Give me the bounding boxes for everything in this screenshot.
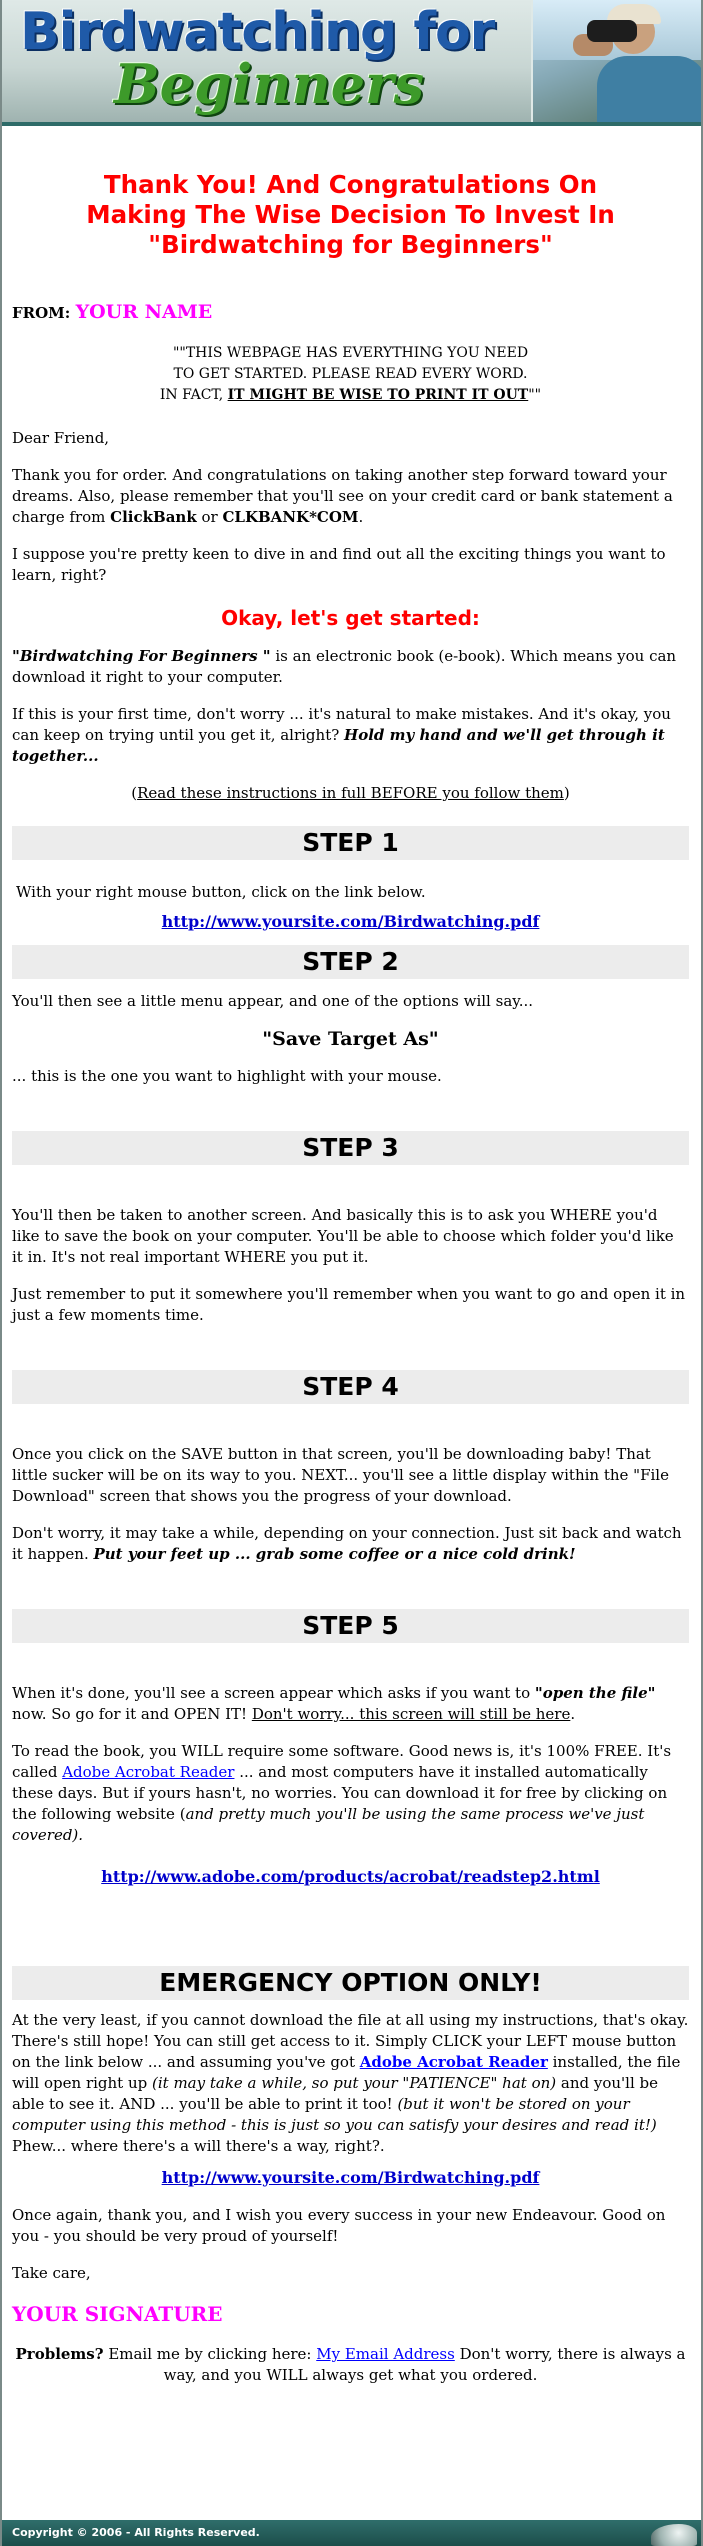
- intro-paragraph-3: [12, 646, 689, 688]
- step-3-text-b: Just remember to put it somewhere you'll remember when you want to go and open it in just a few moments time.: [12, 1285, 686, 1324]
- emergency-link-row: [12, 2167, 689, 2189]
- lets-get-started-heading: Okay, let's get started:: [221, 606, 480, 630]
- headline-line-2: Making The Wise Decision To Invest In: [86, 200, 615, 229]
- step-3-heading: STEP 3: [12, 1131, 689, 1165]
- emergency-heading: EMERGENCY OPTION ONLY!: [12, 1966, 689, 2000]
- thank-you-headline: [12, 170, 689, 260]
- intro-p3-text: is an electronic book (e-book). Which means you can download it right to your computer.: [12, 647, 677, 686]
- site-subtitle: Beginners: [114, 52, 424, 116]
- bird-icon: [651, 2524, 697, 2546]
- step-4-heading: STEP 4: [12, 1370, 689, 1404]
- copyright-text: Copyright © 2006 - All Rights Reserved.: [12, 2526, 260, 2539]
- step-5-b2: ... and most computers have it installed automatically these days. But if yours hasn't, no worries. You can download it for free by clicking on the following website (: [12, 1763, 668, 1823]
- emergency-text: [12, 2010, 689, 2157]
- acrobat-reader-link[interactable]: Adobe Acrobat Reader: [62, 1763, 235, 1781]
- step-4-text-b: [12, 1523, 689, 1565]
- intro-p4-emphasis: Hold my hand and we'll get through it together...: [12, 726, 665, 765]
- intro-paragraph-2: I suppose you're pretty keen to dive in and find out all the exciting things you want to learn, right?: [12, 545, 666, 584]
- step-5-a1: When it's done, you'll see a screen appear which asks if you want to: [12, 1684, 535, 1702]
- emergency-t2: installed, the file will open right up: [12, 2053, 681, 2092]
- step-5-underline: Don't worry... this screen will still be here: [251, 1705, 571, 1723]
- notice-line-2: TO GET STARTED. PLEASE READ EVERY WORD.: [173, 366, 528, 382]
- problems-label: Problems?: [15, 2345, 104, 2363]
- from-label: FROM:: [12, 304, 71, 322]
- open-the-file-phrase: "open the file": [534, 1684, 656, 1702]
- intro-paragraph-1: [12, 465, 689, 528]
- signature: YOUR SIGNATURE: [12, 2302, 223, 2326]
- notice-line-1: ""THIS WEBPAGE HAS EVERYTHING YOU NEED: [172, 345, 529, 361]
- header-banner: [2, 0, 701, 126]
- emergency-acrobat-link[interactable]: Adobe Acrobat Reader: [359, 2053, 548, 2071]
- step-4-emphasis: Put your feet up ... grab some coffee or a nice cold drink!: [93, 1545, 576, 1563]
- problems-a: Email me by clicking here:: [103, 2345, 317, 2363]
- main-content: [2, 170, 701, 2386]
- problems-note: [12, 2344, 689, 2386]
- download-link[interactable]: http://www.yoursite.com/Birdwatching.pdf: [161, 912, 540, 931]
- problems-b: Don't worry, there is always a way, and you WILL always get what you ordered.: [163, 2345, 686, 2384]
- step-2-text-a: You'll then see a little menu appear, and one of the options will say...: [12, 992, 534, 1010]
- notice-block: [12, 343, 689, 406]
- clkbank-name: CLKBANK*COM: [222, 508, 359, 526]
- step-5-a2: now. So go for it and OPEN IT!: [12, 1705, 252, 1723]
- intro-p1-text: Thank you for order. And congratulations on taking another step forward toward your dreams. Also, please remember that you'll see on your credit card or bank statement a charge from: [12, 466, 673, 526]
- emergency-t4: Phew... where there's a will there's a way, right?.: [12, 2137, 385, 2155]
- notice-line-3: [12, 385, 689, 406]
- instructions-close: ): [563, 784, 570, 802]
- step-5-heading: STEP 5: [12, 1609, 689, 1643]
- adobe-download-link[interactable]: http://www.adobe.com/products/acrobat/readstep2.html: [101, 1867, 600, 1886]
- emergency-t3: and you'll be able to see it. AND ... you'll be able to print it too!: [12, 2074, 658, 2113]
- step-1-link-row: [12, 911, 689, 933]
- photo-shirt: [597, 56, 701, 122]
- site-title: Birdwatching for: [20, 2, 495, 62]
- from-name: YOUR NAME: [75, 301, 213, 323]
- emergency-t1: At the very least, if you cannot download the file at all using my instructions, that's okay. There's still hope! You can still get access to it. Simply CLICK your LEFT mouse button on the link below ... and assuming you've got: [12, 2011, 689, 2071]
- footer-bar: [2, 2520, 701, 2546]
- step-1-heading: STEP 1: [12, 826, 689, 860]
- greeting: Dear Friend,: [12, 429, 110, 447]
- ebook-title: "Birdwatching For Beginners ": [12, 647, 271, 665]
- save-target-label: "Save Target As": [262, 1028, 439, 1050]
- from-line: [12, 300, 689, 325]
- headline-line-1: Thank You! And Congratulations On: [103, 170, 598, 199]
- step-4-text-a: Once you click on the SAVE button in that screen, you'll be downloading baby! That little sucker will be on its way to you. NEXT... you'll see a little display within the "File Download" screen that shows you the progress of your download.: [12, 1445, 669, 1505]
- intro-p4-text: If this is your first time, don't worry ... it's natural to make mistakes. And it's okay, you can keep on trying until you get it, alright?: [12, 705, 671, 744]
- emergency-t3-italic: (but it won't be stored on your computer using this method - this is just so you can satisfy your desires and read it!): [12, 2095, 657, 2134]
- notice-suffix: "": [528, 387, 542, 403]
- clickbank-name: ClickBank: [110, 508, 197, 526]
- emergency-t2-italic: (it may take a while, so put your "PATIENCE" hat on): [152, 2074, 557, 2092]
- closing-paragraph: Once again, thank you, and I wish you every success in your new Endeavour. Good on you - you should be very proud of yourself!: [12, 2206, 666, 2245]
- binoculars-icon: [587, 20, 637, 42]
- step-1-text: With your right mouse button, click on the link below.: [16, 883, 426, 901]
- instructions-text: Read these instructions in full BEFORE you follow them: [137, 784, 564, 802]
- step-4-text-b-plain: Don't worry, it may take a while, depending on your connection. Just sit back and watch it happen.: [12, 1524, 682, 1563]
- step-5-text-a: [12, 1683, 689, 1725]
- step-2-heading: STEP 2: [12, 945, 689, 979]
- step-3-text-a: You'll then be taken to another screen. And basically this is to ask you WHERE you'd like to save the book on your computer. You'll be able to choose which folder you'd like it in. It's not real important WHERE you put it.: [12, 1206, 674, 1266]
- intro-paragraph-4: [12, 704, 689, 767]
- notice-prefix: IN FACT,: [159, 387, 224, 403]
- emergency-download-link[interactable]: http://www.yoursite.com/Birdwatching.pdf: [161, 2168, 540, 2187]
- notice-emphasis: IT MIGHT BE WISE TO PRINT IT OUT: [227, 387, 529, 403]
- step-5-italic: and pretty much you'll be using the same process we've just covered).: [12, 1805, 645, 1844]
- adobe-link-row: [12, 1866, 689, 1888]
- headline-line-3: "Birdwatching for Beginners": [148, 230, 553, 259]
- birdwatcher-photo: [531, 0, 701, 122]
- step-2-text-b: ... this is the one you want to highlight with your mouse.: [12, 1067, 442, 1085]
- step-5-b1: To read the book, you WILL require some software. Good news is, it's 100% FREE. It's called: [12, 1742, 672, 1781]
- intro-p1-or: or: [196, 508, 223, 526]
- step-5-a3: .: [570, 1705, 576, 1723]
- instructions-open: (: [131, 784, 138, 802]
- intro-p1-end: .: [358, 508, 364, 526]
- take-care: Take care,: [12, 2264, 91, 2282]
- step-5-text-b: [12, 1741, 689, 1846]
- read-instructions-note: [12, 783, 689, 804]
- email-link[interactable]: My Email Address: [316, 2345, 455, 2363]
